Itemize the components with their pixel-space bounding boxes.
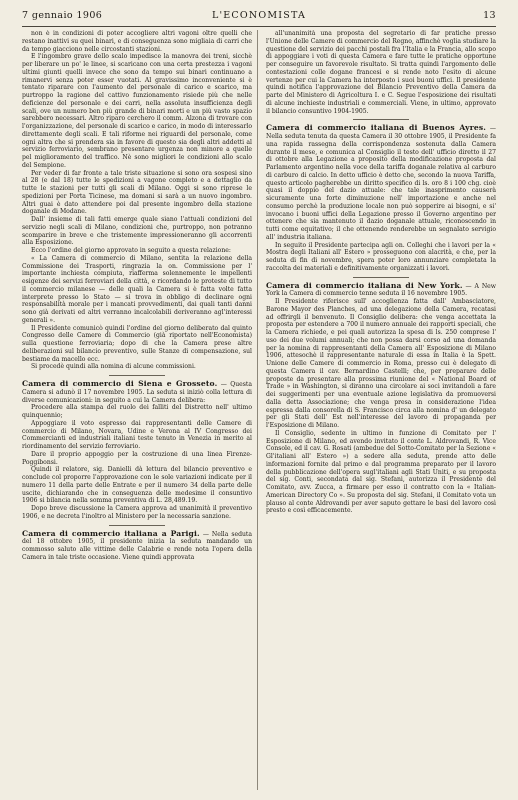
section-separator bbox=[353, 277, 409, 278]
paragraph: Il Consiglio, sedente in ultimo in funzione di Comitato per l' Esposizione di Milano, ed avendo invitato il conte L. Aldrovandi, R. Vice Console, ed il cav. G. Rosati (ambedue del Sotto-Comitato per la Sezione « Gl'italiani all' Estero ») a sedere alla seduta, prende atto delle informazioni fornite dal primo e dal programma preparato per il lavoro della pubblicazione dell'opera sugl'italiani agli Stati Uniti, e su proposta del sig. Conti, secondata dal sig. Stefani, autorizza il Presidente del Comitato, avv. Zucca, a firmare per esso il contratto con la « Italian-American Directory Co ». Su proposta del sig. Stefani, il Comitato vota un plauso al conte Aldrovandi per aver saputo gettare le basi del lavoro così presto e così efficacemente. bbox=[266, 429, 496, 515]
section-separator bbox=[109, 375, 165, 376]
section-buenos-ayres bbox=[266, 124, 496, 241]
paragraph: E l'ingombro grave dello scalo impedisce la manovra dei treni, sicchè per liberare un po' le linee, si scaricano con una certa prestezza i vagoni ultimi giunti quelli invece che sono da tempo sui binari continuano a rimanervi senza poter esser vuotati. Al gravissimo inconveniente si è tentato riparare con l'aumento del personale di carico e scarico, ma purtroppo la ragione del cattivo funzionamento risiede più che nelle deficienze del personale e dei carri, nella assoluta insufficienza degli scali, ove un numero ben più grande di binari morti e un più vasto spazio sarebbero necessari. Altro riparo cerchero il comm. Alzona di trovare con l'organizzazione, del personale di scarico e carico, in modo di interessarlo direttamente degli scali. E tali riforme nei riguardi del personale, come ogni altra che si prendera sia in favore di questo sia degli altri addetti al servizio ferroviario, sembrano presentare urgenza non minore a quelle pel miglioramento del traffico. Nè sono migliori le condizioni allo scalo del Sempione. bbox=[22, 53, 252, 169]
paragraph: Il Presidente riferisce sull' accoglienza fatta dall' Ambasciatore, Barone Mayor des Planches, ad una delegazione della Camera, recatasi ad offrirgli il benvenuto. Il Consiglio delibera: che venga accettata la proposta per estendere a 700 il numero annuale dei rapporti speciali, che la Camera richiede, e pei quali autorizza la spesa di ls. 250 comprese l' uso dei due volumi annuali; che non possa darsi corso ad una domanda per la nomina di rappresentanti della Camera all' Esposizione di Milano 1906, attesochè il rappresentante naturale di essa in Italia è la Spett. Unione delle Camere di commercio in Roma, presso cui è delegato di questa Camera il cav. Bernardino Castelli; che, per preparare delle proposte da presentare alla prossima riunione del « National Board of Trade » in Washington, si diranno una circolare ai soci invitandoli a fare dei suggerimenti per una eventuale azione legislativa da promuoversi dalla detta Associazione; che venga presa in considerazione l'idea espressa dalla consorella di S. Francisco circa alla nomina d' un delegato per gli Stati dell' Est nell'interesse del lavoro di propaganda per l'Esposizione di Milano. bbox=[266, 298, 496, 429]
section-intro: — A New York la Camera di commercio tenne seduta il 16 novembre 1905. bbox=[266, 282, 496, 298]
paragraph: In seguito il Presidente partecipa agli on. Colleghi che i lavori per la « Mostra degli Italiani all' Estero » prosseguono con alacrità, e che, per la seduta di fin di novembre, spera poter loro annunziare completata la raccolta dei materiali e definitivamente organizzati i lavori. bbox=[266, 241, 496, 272]
left-column bbox=[22, 30, 252, 792]
paragraph: all'unanimità una proposta del segretario di far pratiche presso l'Unione delle Camere di commercio del Regno, affinchè voglia studiare la questione del servizio dei pacchi postali fra l'Italia e la Francia, allo scopo di appoggiare i voti di questa Camera e fare tutte le pratiche opportune per conseguire un favorevole risultato. Si tratta quindi l'argomento delle contestazioni colle dogane francesi e si rende noto l'esito di alcune vertenze per cui la Camera ha interposto i suoi buoni uffici. Il presidente quindi notifica l'approvazione del Bilancio Preventivo della Camera da parte del Ministero di Agricoltura I. e C. Segue l'esposizione dei risultati di alcune inchieste industriali e commerciali. Viene, in ultimo, approvato il bilancio consuntivo 1904-1905. bbox=[266, 30, 496, 115]
page-header bbox=[22, 10, 496, 24]
section-separator bbox=[353, 119, 409, 120]
section-heading: Camera di commercio italiana di New York. bbox=[266, 280, 463, 290]
header-rule bbox=[22, 26, 496, 27]
journal-title: L'ECONOMISTA bbox=[211, 10, 307, 21]
section-new-york bbox=[266, 282, 496, 299]
page-number: 13 bbox=[483, 10, 496, 21]
paragraph: Per veder di far fronte a tale triste situazione si sono ora sospesi sino al 28 (e dal 18) tutte le spedizioni a vagone completo e a dettaglio da tutte le stazioni per tutti gli scali di Milano. Oggi si sono riprese le spedizioni per Porta Ticinese, ma domani si sarà a un nuovo ingombro. Altri guai è dato attendere poi dal presente ingombro della stazione doganale di Modane. bbox=[22, 169, 252, 216]
paragraph: non è in condizioni di poter accogliere altri vagoni oltre quelli che restano inattivi su quei binari, e di conseguenza sono migliaia di carri che da tempo giacciono nelle circostanti stazioni. bbox=[22, 30, 252, 53]
paragraph: Ecco l'ordine del giorno approvato in seguito a questa relazione: bbox=[31, 247, 231, 254]
section-siena bbox=[22, 380, 252, 404]
paragraph: Il Presidente comunicò quindi l'ordine del giorno deliberato dal quinto Congresso delle Camere di Commercio (già riportato nell'Economista) sulla questione ferroviaria; dopo di che la Camera prese altre deliberazioni sul bilancio preventivo, sulle Stanze di compensazione, sul bestiame da macello ecc. bbox=[22, 324, 252, 363]
section-heading: Camera di commercio italiana a Parigi. bbox=[22, 528, 200, 538]
section-intro: — Nella seduta tenuta da questa Camera il 30 ottobre 1905, il Presidente fa una rapida rassegna della corrispondenza sostenuta dalla Camera durante il mese, e comunica al Consiglio il testo dell' ufficio diretto il 27 di ottobre alla Legazione a proposito della modificazione proposta dal Parlamento argentino nella voce della tariffa doganale relativa al carburo di carburo di calcio. In detto ufficio è detto che, secondo la nuova Tariffa, questo articolo pagherebbe un diritto specifico di ls. oro 8 i 100 chg. cioè quasi il doppio del dazio attuale: che tale inasprimento causerà sicuramente una forte diminuzione nell' importazione e anche nel consumo perchè la produzione locale non può sopperire ai bisogni, e si' invocano i buoni uffici della Legazione presso il Governo argentino per ottenere che sia mantenuto il dazio doganale attuale, riconoscendo in tutti come equitativo; il che ottenendo renderebbe un segnalato servigio all' industria italiana. bbox=[266, 125, 496, 241]
paragraph: Quindi il relatore, sig. Danielli dà lettura del bilancio preventivo e conclude col proporre l'approvazione con le sole variazioni indicate per il numero 11 della parte delle Entrate e per il numero 34 della parte delle uscite, dichiarando che in conseguenza delle medesime il consuntivo 1906 si bilancia nella somma preventiva di L. 28,489.19. bbox=[22, 466, 252, 505]
quoted-resolution: « La Camera di commercio di Milano, sentita la relazione della Commissione dei Trasporti, ringrazia la on. Commissione per l' importante inchiesta compiuta, riafferma solennemente le impellenti esigenze dei servizi ferroviari della città, e ricordando le proteste di tutto il commercio milanese — delle quali la Camera si è fatta volte fatta interprete presso lo Stato — si trova in obbligo di declinare ogni responsabilità morale per i mancati provvedimenti, dai quali tanti danni sono già derivati ed altri verranno incalcolabili deriveranno agl'interessi generali ». bbox=[22, 254, 252, 324]
section-separator bbox=[109, 525, 165, 526]
right-column bbox=[266, 30, 496, 792]
paragraph: Appoggiare il voto espresso dai rappresentanti delle Camere di commercio di Milano, Novara, Udine e Verona al IV Congresso dei Commercianti ed industriali italiani teste tenuto in Venezia in merito al riordinamento del servizio ferroviario. bbox=[22, 419, 252, 450]
paragraph: Dare il proprio appoggio per la costruzione di una linea Firenze-Poggibonsi. bbox=[22, 450, 252, 466]
paragraph: Procedere alla stampa del ruolo dei falliti del Distretto nell' ultimo quinquennio; bbox=[22, 404, 252, 419]
section-heading: Camera di commercio italiana di Buenos Ayres. bbox=[266, 123, 487, 133]
column-divider bbox=[257, 30, 258, 790]
paragraph: Dall' insieme di tali fatti emerge quale siano l'attuali condizioni del servizio negli scali di Milano, condizioni che, purtroppo, non potranno scomparire in breve e che tristemente impressioneranno gli accorrenti alla Esposizione. bbox=[22, 216, 252, 247]
paragraph: Dopo breve discussione la Camera approva ad unanimità il preventivo 1906, e ne decreta l'inoltro al Ministero per la necessaria sanzione. bbox=[22, 505, 252, 520]
paragraph: Si procedè quindi alla nomina di alcune commissioni. bbox=[31, 363, 196, 371]
section-parigi bbox=[22, 530, 252, 562]
section-heading: Camera di commercio di Siena e Grosseto. bbox=[22, 379, 218, 388]
section-intro: — Nella seduta del 18 ottobre 1905, il presidente inizia la seduta mandando un commosso saluto alle vittime delle Calabrie e rende nota l'opera della Camera in tale triste occasione. Viene quindi approvata bbox=[22, 530, 252, 561]
section-intro: — Questa Camera si adunò il 17 novembre 1905. La seduta si iniziò colla lettura di diverse comunicazioni: in seguito a cui la Camera delibera: bbox=[22, 381, 252, 404]
issue-date: 7 gennaio 1906 bbox=[22, 10, 103, 21]
